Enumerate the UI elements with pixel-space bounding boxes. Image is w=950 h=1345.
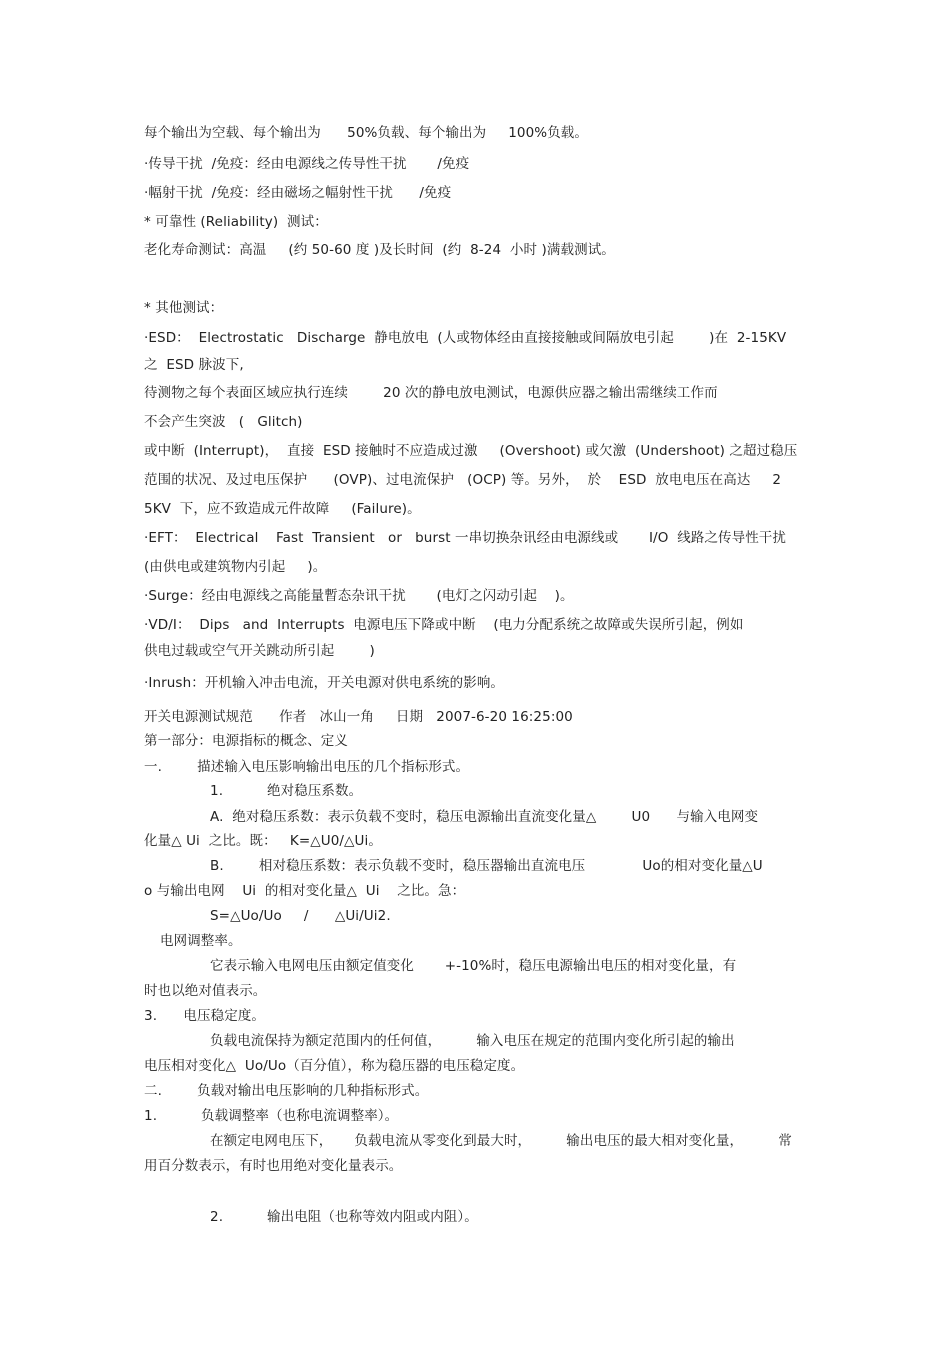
- text-line: 在额定电网电压下， 负载电流从零变化到最大时， 输出电压的最大相对变化量， 常: [210, 1133, 792, 1149]
- text-line: 1. 负载调整率（也称电流调整率）。: [144, 1108, 399, 1124]
- text-line: S=△Uo/Uo / △Ui/Ui2.: [210, 908, 391, 924]
- text-line: 老化寿命测试：高温 (约 50-60 度 )及长时间 (约 8-24 小时 )满载测试。: [144, 242, 615, 258]
- text-line: 之 ESD 脉波下,: [144, 357, 244, 373]
- text-line: 化量△ Ui 之比。既： K=△U0/△Ui。: [144, 833, 382, 849]
- text-line: 不会产生突波 ( Glitch): [144, 414, 303, 430]
- text-line: 第一部分：电源指标的概念、定义: [144, 733, 348, 749]
- text-line: 2. 输出电阻（也称等效内阻或内阻）。: [210, 1209, 478, 1225]
- text-line: ·EFT： Electrical Fast Transient or burst 一串切换杂讯经由电源线或 I/O 线路之传导性干扰: [144, 530, 787, 546]
- text-line: 它表示输入电网电压由额定值变化 +-10%时，稳压电源输出电压的相对变化量，有: [210, 958, 737, 974]
- text-line: 3. 电压稳定度。: [144, 1008, 266, 1024]
- text-line: 1. 绝对稳压系数。: [210, 783, 363, 799]
- text-line: o 与输出电网 Ui 的相对变化量△ Ui 之比。急：: [144, 883, 466, 899]
- text-line: 待测物之每个表面区域应执行连续 20 次的静电放电测试，电源供应器之输出需继续工作而: [144, 385, 718, 401]
- text-line: ·VD/I： Dips and Interrupts 电源电压下降或中断 (电力分配系统之故障或失误所引起，例如: [144, 617, 744, 633]
- text-line: 每个输出为空载、每个输出为 50%负载、每个输出为 100%负载。: [144, 125, 589, 141]
- text-line: 或中断 (Interrupt)， 直接 ESD 接触时不应造成过激 (Overshoot) 或欠激 (Undershoot) 之超过稳压: [144, 443, 798, 459]
- text-line: 时也以绝对值表示。: [144, 983, 267, 999]
- text-line: ·Inrush：开机输入冲击电流，开关电源对供电系统的影响。: [144, 675, 505, 691]
- text-line: ·传导干扰 /免疫：经由电源线之传导性干扰 /免疫: [144, 156, 470, 172]
- text-line: 5KV 下，应不致造成元件故障 (Failure)。: [144, 501, 421, 517]
- text-line: ·Surge：经由电源线之高能量暫态杂讯干扰 (电灯之闪动引起 )。: [144, 588, 574, 604]
- text-line: 电网调整率。: [160, 933, 242, 949]
- text-line: 负载电流保持为额定范围内的任何值， 输入电压在规定的范围内变化所引起的输出: [210, 1033, 735, 1049]
- text-line: * 可靠性 (Reliability) 测试：: [144, 214, 328, 230]
- text-line: B. 相对稳压系数：表示负载不变时，稳压器输出直流电压 Uo的相对变化量△U: [210, 858, 763, 874]
- text-line: A. 绝对稳压系数：表示负载不变时，稳压电源输出直流变化量△ U0 与输入电网变: [210, 809, 759, 825]
- text-line: (由供电或建筑物内引起 )。: [144, 559, 327, 575]
- text-line: 电压相对变化△ Uo/Uo（百分值），称为稳压器的电压稳定度。: [144, 1058, 525, 1074]
- text-line: 用百分数表示，有时也用绝对变化量表示。: [144, 1158, 403, 1174]
- text-line: * 其他测试：: [144, 300, 224, 316]
- text-line: 范围的状况、及过电压保护 (OVP)、过电流保护 (OCP) 等。另外， 於 ESD 放电电压在高达 2: [144, 472, 782, 488]
- text-line: ·ESD： Electrostatic Discharge 静电放电 (人或物体经由直接接触或间隔放电引起 )在 2-15KV: [144, 330, 787, 346]
- text-line: 二. 负载对输出电压影响的几种指标形式。: [144, 1083, 429, 1099]
- text-line: ·幅射干扰 /免疫：经由磁场之幅射性干扰 /免疫: [144, 185, 452, 201]
- text-line: 一. 描述输入电压影响输出电压的几个指标形式。: [144, 759, 470, 775]
- text-line: 开关电源测试规范 作者 冰山一角 日期 2007-6-20 16:25:00: [144, 709, 573, 725]
- text-line: 供电过载或空气开关跳动所引起 ): [144, 643, 375, 659]
